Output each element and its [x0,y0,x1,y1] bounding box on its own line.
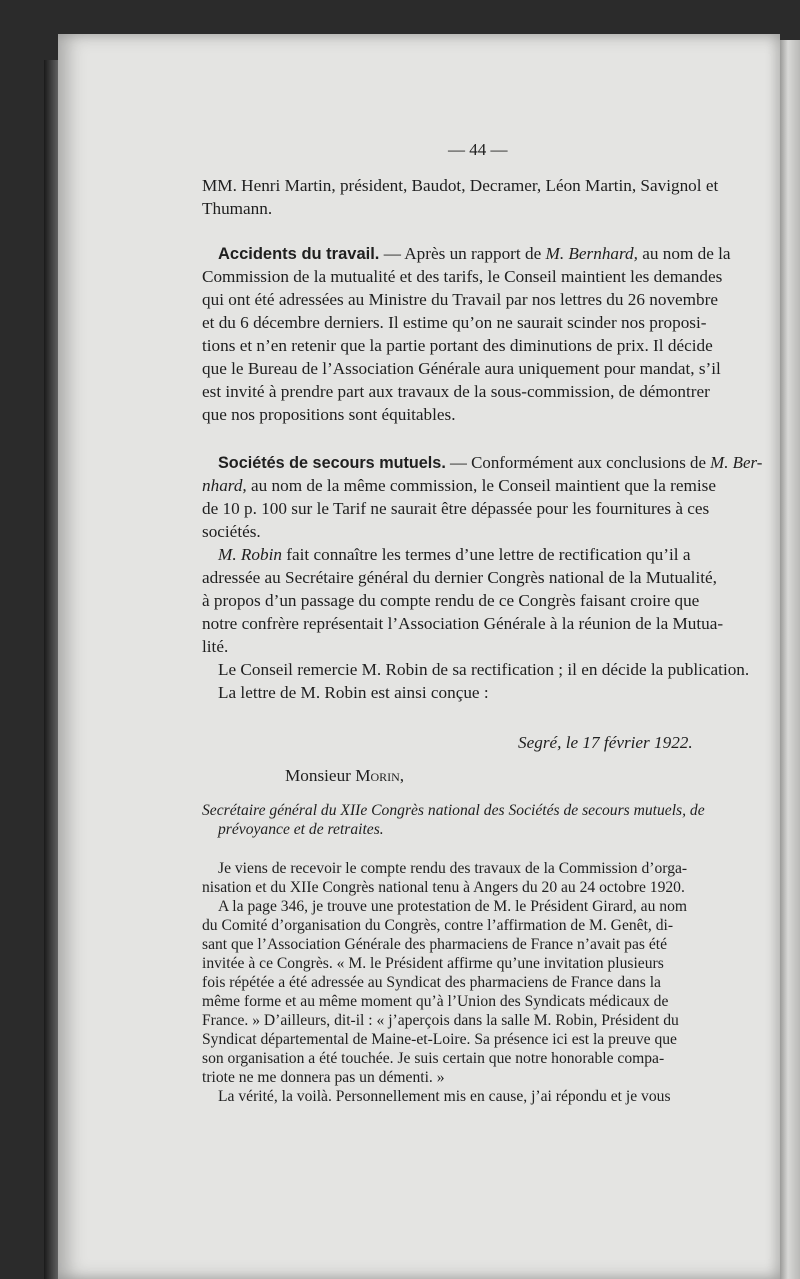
accidents-text-tail: au nom de la [637,244,731,263]
accidents-line: Commission de la mutualité et des tarifs, le Conseil maintient les demandes [202,267,723,286]
letter-body-line: même forme et au même moment qu’à l’Union des Syndicats médicaux de [202,993,669,1010]
societes-line: de 10 p. 100 sur le Tarif ne saurait être dépassée pour les fournitures à ces [202,499,710,518]
societes-text: — Conformément aux conclusions de [445,453,711,472]
societes-line: sociétés. [202,522,261,541]
salutation-name: Morin, [355,766,405,785]
accidents-paragraph-first-line [218,244,731,264]
letter-dateline: Segré, le 17 février 1922. [518,733,693,752]
letter-addressee-title-2: prévoyance et de retraites. [218,821,384,838]
lettre-intro-line: La lettre de M. Robin est ainsi conçue : [218,683,489,702]
accidents-heading: Accidents du travail. [218,245,380,263]
letter-body-line: Syndicat départemental de Maine-et-Loire. Sa présence ici est la preuve que [202,1031,677,1048]
societes-person-cont: nhard, [202,476,247,495]
letter-body-line: nisation et du XIIe Congrès national tenu à Angers du 20 au 24 octobre 1920. [202,879,685,896]
robin-paragraph-first-line [218,545,690,565]
letter-salutation [285,766,404,786]
robin-line: notre confrère représentait l’Association Générale à la réunion de la Mutua- [202,614,724,633]
remercie-line: Le Conseil remercie M. Robin de sa rectification ; il en décide la publication. [218,660,750,679]
intro-line-2: Thumann. [202,199,273,218]
letter-body-line: France. » D’ailleurs, dit-il : « j’aperçois dans la salle M. Robin, Président du [202,1012,679,1029]
accidents-person: M. Bernhard, [545,244,638,263]
accidents-line: que nos propositions sont équitables. [202,405,456,424]
letter-body-line: sant que l’Association Générale des pharmaciens de France n’avait pas été [202,936,668,953]
accidents-line: est invité à prendre part aux travaux de la sous-commission, de démontrer [202,382,710,401]
societes-person: M. Ber- [710,453,763,472]
accidents-line: qui ont été adressées au Ministre du Travail par nos lettres du 26 novembre [202,290,718,309]
accidents-line: tions et n’en retenir que la partie portant des diminutions de prix. Il décide [202,336,713,355]
letter-body-line: du Comité d’organisation du Congrès, contre l’affirmation de M. Genêt, di- [202,917,674,934]
letter-body-line: Je viens de recevoir le compte rendu des travaux de la Commission d’orga- [218,860,688,877]
societes-paragraph-first-line [218,453,762,473]
robin-line: adressée au Secrétaire général du dernier Congrès national de la Mutualité, [202,568,717,587]
accidents-line: que le Bureau de l’Association Générale aura uniquement pour mandat, s’il [202,359,721,378]
societes-text: au nom de la même commission, le Conseil maintient que la remise [246,476,716,495]
letter-body-line: A la page 346, je trouve une protestation de M. le Président Girard, au nom [218,898,687,915]
letter-addressee-title-1: Secrétaire général du XIIe Congrès national des Sociétés de secours mutuels, de [202,802,705,819]
accidents-line: et du 6 décembre derniers. Il estime qu’on ne saurait scinder nos proposi- [202,313,707,332]
page-number: — 44 — [448,140,508,159]
book-page-edge [780,40,800,1279]
letter-body-line: La vérité, la voilà. Personnellement mis en cause, j’ai répondu et je vous [218,1088,671,1105]
accidents-text: — Après un rapport de [379,244,546,263]
robin-line: à propos d’un passage du compte rendu de ce Congrès faisant croire que [202,591,700,610]
robin-name: M. Robin [218,545,282,564]
robin-line: lité. [202,637,229,656]
societes-heading: Sociétés de secours mutuels. [218,454,446,472]
robin-text: fait connaître les termes d’une lettre de rectification qu’il a [281,545,691,564]
letter-body-line: fois répétée a été adressée au Syndicat des pharmaciens de France dans la [202,974,661,991]
societes-line-2 [202,476,716,496]
letter-body-line: invitée à ce Congrès. « M. le Président affirme qu’une invitation plusieurs [202,955,664,972]
salutation-prefix: Monsieur [285,766,356,785]
intro-line-1: MM. Henri Martin, président, Baudot, Decramer, Léon Martin, Savignol et [202,176,719,195]
letter-body-line: triote ne me donnera pas un démenti. » [202,1069,445,1086]
letter-body-line: son organisation a été touchée. Je suis certain que notre honorable compa- [202,1050,665,1067]
